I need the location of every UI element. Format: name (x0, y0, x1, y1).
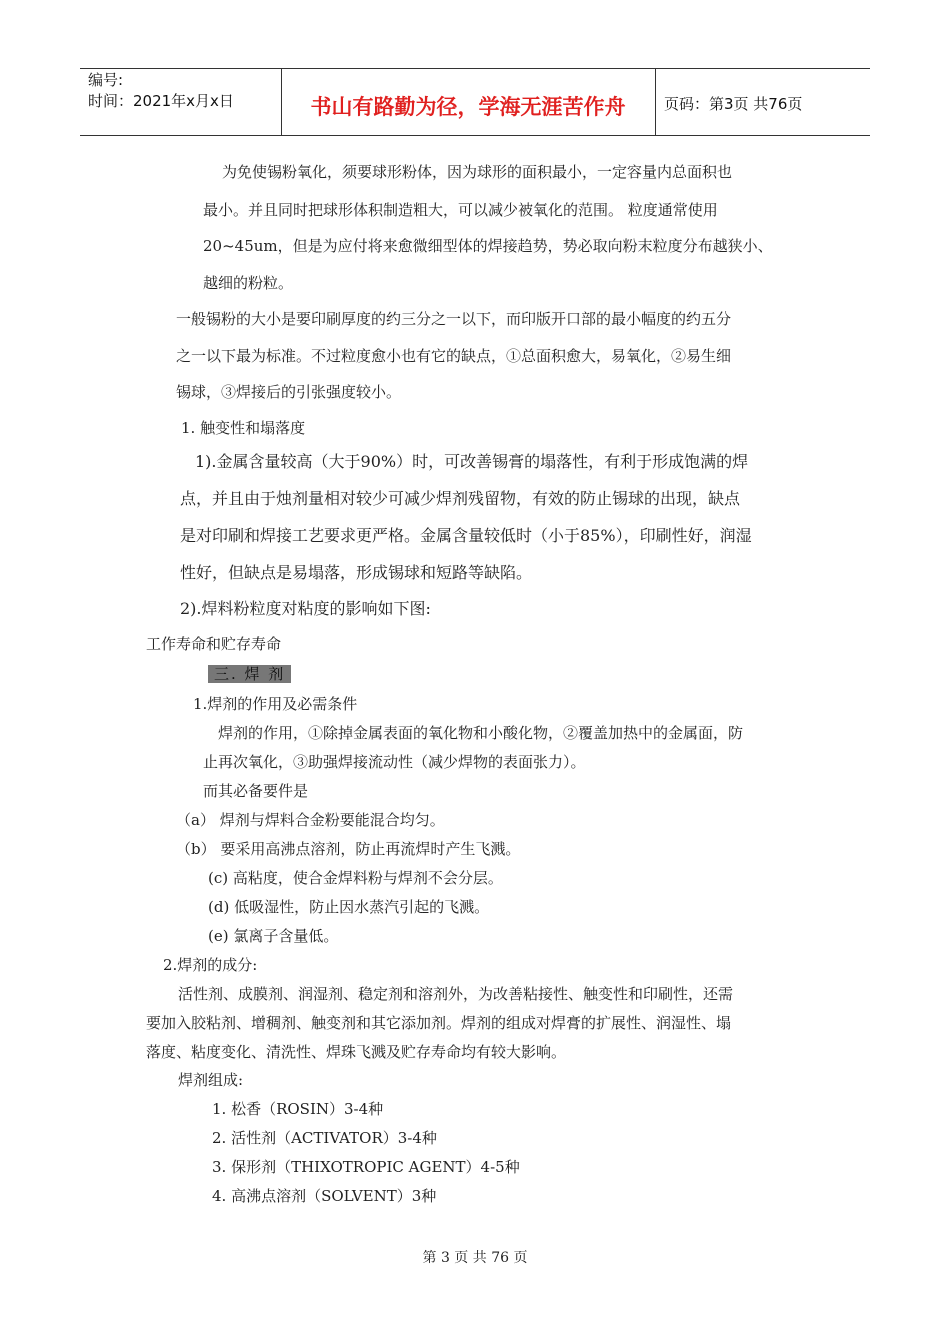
doc-time-label: 时间：2021年x月x日 (88, 92, 234, 110)
section-heading: 1.焊剂的作用及必需条件 (193, 695, 358, 713)
section-heading: 2.焊剂的成分: (163, 956, 258, 974)
list-item: （a） 焊剂与焊料合金粉要能混合均匀。 (176, 811, 445, 829)
para-line: 一般锡粉的大小是要印刷厚度的约三分之一以下，而印版开口部的最小幅度的约五分 (176, 310, 732, 328)
section-heading: 焊剂组成: (178, 1071, 244, 1089)
para-line: 性好，但缺点是易塌落，形成锡球和短路等缺陷。 (180, 563, 533, 582)
list-item: 2. 活性剂（ACTIVATOR）3-4种 (212, 1129, 437, 1147)
list-item: （b） 要采用高沸点溶剂，防止再流焊时产生飞溅。 (176, 840, 521, 858)
list-item: (c) 高粘度，使合金焊料粉与焊剂不会分层。 (208, 869, 503, 887)
section-heading: 工作寿命和贮存寿命 (146, 635, 282, 653)
para-line: 最小。并且同时把球形体积制造粗大，可以减少被氧化的范围。 粒度通常使用 (203, 201, 718, 219)
para-line: 是对印刷和焊接工艺要求更严格。金属含量较低时（小于85%），印刷性好，润湿 (180, 526, 752, 545)
para-line: 要加入胶粘剂、增稠剂、触变剂和其它添加剂。焊剂的组成对焊膏的扩展性、润湿性、塌 (146, 1014, 732, 1032)
para-line: 止再次氧化，③助强焊接流动性（减少焊物的表面张力）。 (203, 753, 586, 771)
para-line: 落度、粘度变化、清洗性、焊珠飞溅及贮存寿命均有较大影响。 (146, 1043, 567, 1061)
list-item: 4. 高沸点溶剂（SOLVENT）3种 (212, 1187, 437, 1205)
para-line: 2).焊料粉粒度对粘度的影响如下图: (180, 599, 431, 618)
chapter-heading-text: 三. 焊 剂 (208, 665, 291, 683)
header-motto: 书山有路勤为径，学海无涯苦作舟 (310, 95, 626, 119)
header-top-rule (80, 68, 870, 69)
para-line: 之一以下最为标准。不过粒度愈小也有它的缺点，①总面积愈大，易氧化，②易生细 (176, 347, 732, 365)
para-line: 活性剂、成膜剂、润湿剂、稳定剂和溶剂外，为改善粘接性、触变性和印刷性，还需 (178, 985, 734, 1003)
list-item: 1. 松香（ROSIN）3-4种 (212, 1100, 384, 1118)
chapter-heading (208, 664, 291, 684)
list-item: 3. 保形剂（THIXOTROPIC AGENT）4-5种 (212, 1158, 520, 1176)
section-heading: 1. 触变性和塌落度 (181, 419, 306, 437)
header-meta (88, 70, 234, 112)
header-bottom-rule (80, 135, 870, 136)
para-line: 焊剂的作用，①除掉金属表面的氧化物和小酸化物，②覆盖加热中的金属面，防 (218, 724, 744, 742)
para-line: 为免使锡粉氧化，须要球形粉体，因为球形的面积最小，一定容量内总面积也 (222, 163, 733, 181)
para-line: 点，并且由于烛剂量相对较少可减少焊剂残留物，有效的防止锡球的出现，缺点 (180, 489, 741, 508)
para-line: 20~45um，但是为应付将来愈微细型体的焊接趋势，势必取向粉末粒度分布越狭小、 (203, 237, 773, 255)
header-divider-right (655, 68, 656, 136)
header-page-info: 页码：第3页 共76页 (664, 95, 803, 113)
list-item: (d) 低吸湿性，防止因水蒸汽引起的飞溅。 (208, 898, 490, 916)
doc-number-label: 编号: (88, 71, 124, 89)
list-item: (e) 氯离子含量低。 (208, 927, 339, 945)
para-line: 锡球，③焊接后的引张强度较小。 (176, 383, 402, 401)
para-line: 越细的粉粒。 (203, 274, 294, 292)
para-line: 1).金属含量较高（大于90%）时，可改善锡膏的塌落性，有利于形成饱满的焊 (195, 452, 749, 471)
page-footer: 第 3 页 共 76 页 (422, 1250, 528, 1266)
para-line: 而其必备要件是 (203, 782, 309, 800)
